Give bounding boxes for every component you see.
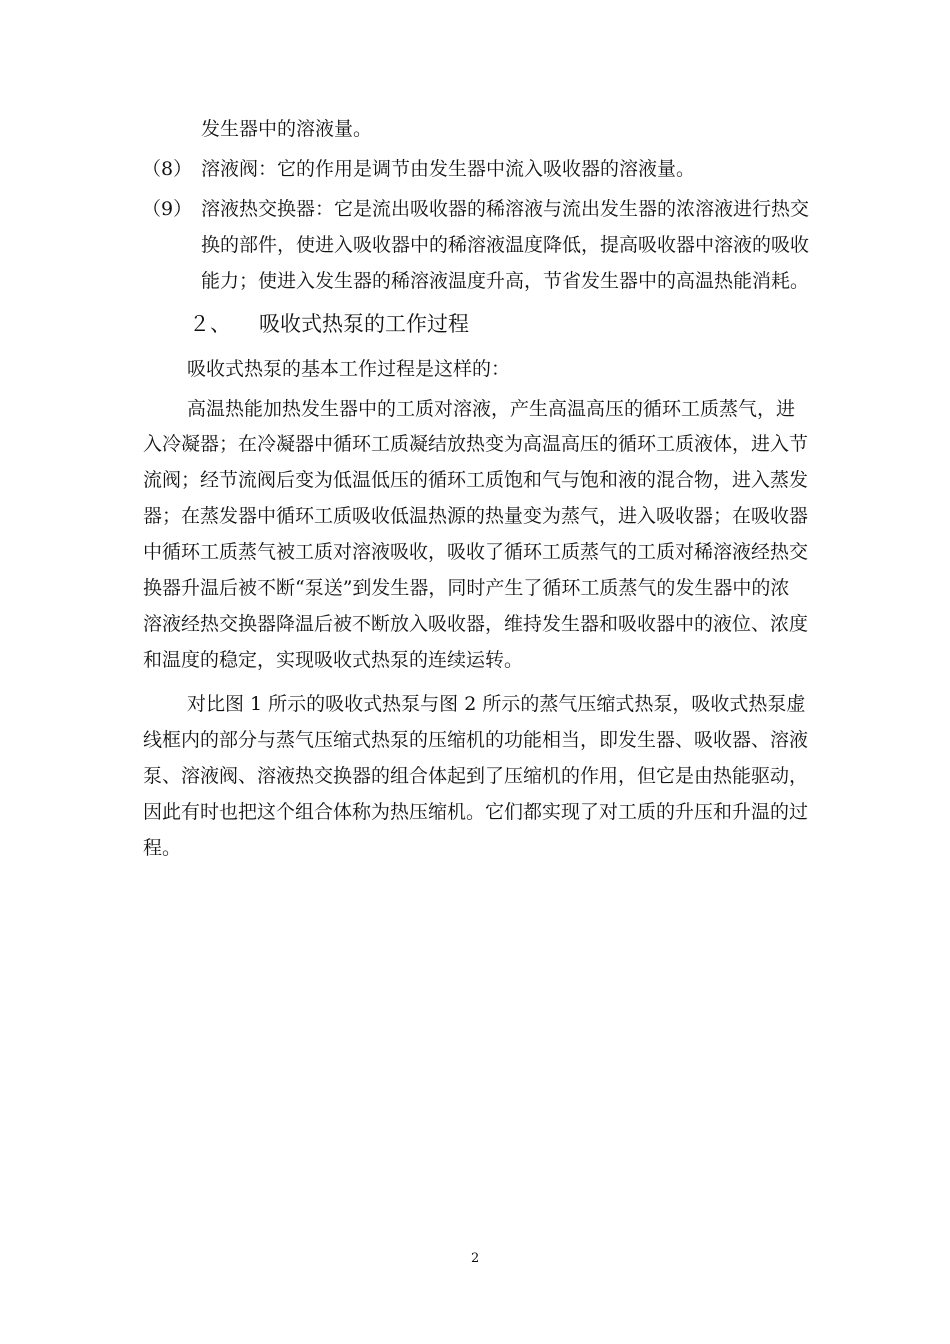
paragraph-1-line: 器；在蒸发器中循环工质吸收低温热源的热量变为蒸气，进入吸收器；在吸收器 (143, 505, 809, 527)
paragraph-1-line: 溶液经热交换器降温后被不断放入吸收器，维持发生器和吸收器中的液位、浓度 (143, 613, 809, 635)
paragraph-2-line: 对比图 1 所示的吸收式热泵与图 2 所示的蒸气压缩式热泵，吸收式热泵虚 (187, 693, 806, 715)
intro-paragraph: 吸收式热泵的基本工作过程是这样的： (187, 358, 511, 380)
paragraph-2-line: 线框内的部分与蒸气压缩式热泵的压缩机的功能相当，即发生器、吸收器、溶液 (143, 729, 809, 751)
paragraph-1-line: 高温热能加热发生器中的工质对溶液，产生高温高压的循环工质蒸气，进 (187, 398, 796, 420)
paragraph-1-line: 中循环工质蒸气被工质对溶液吸收，吸收了循环工质蒸气的工质对稀溶液经热交 (143, 541, 809, 563)
list-item-9-line: 能力；使进入发生器的稀溶液温度升高，节省发生器中的高温热能消耗。 (201, 270, 810, 292)
section-title: 吸收式热泵的工作过程 (259, 312, 469, 336)
paragraph-1-line: 换器升温后被不断“泵送”到发生器，同时产生了循环工质蒸气的发生器中的浓 (143, 577, 790, 599)
list-item-9-number: （9） (142, 198, 193, 220)
paragraph-2-line: 因此有时也把这个组合体称为热压缩机。它们都实现了对工质的升压和升温的过 (143, 801, 809, 823)
paragraph-1-line: 入冷凝器；在冷凝器中循环工质凝结放热变为高温高压的循环工质液体，进入节 (143, 433, 809, 455)
list-item-7-continuation: 发生器中的溶液量。 (201, 118, 373, 140)
list-item-9-line: 换的部件，使进入吸收器中的稀溶液温度降低，提高吸收器中溶液的吸收 (201, 234, 810, 256)
list-item-9-line: 溶液热交换器：它是流出吸收器的稀溶液与流出发生器的浓溶液进行热交 (201, 198, 810, 220)
page-number: 2 (471, 1251, 480, 1266)
paragraph-2-line: 泵、溶液阀、溶液热交换器的组合体起到了压缩机的作用，但它是由热能驱动， (143, 765, 809, 787)
list-item-8-number: （8） (142, 158, 193, 180)
section-number: ２、 (189, 312, 231, 336)
paragraph-1-line: 流阀；经节流阀后变为低温低压的循环工质饱和气与饱和液的混合物，进入蒸发 (143, 469, 809, 491)
list-item-8-text: 溶液阀：它的作用是调节由发生器中流入吸收器的溶液量。 (201, 158, 696, 180)
paragraph-2-line: 程。 (143, 837, 182, 859)
paragraph-1-line: 和温度的稳定，实现吸收式热泵的连续运转。 (143, 649, 524, 671)
